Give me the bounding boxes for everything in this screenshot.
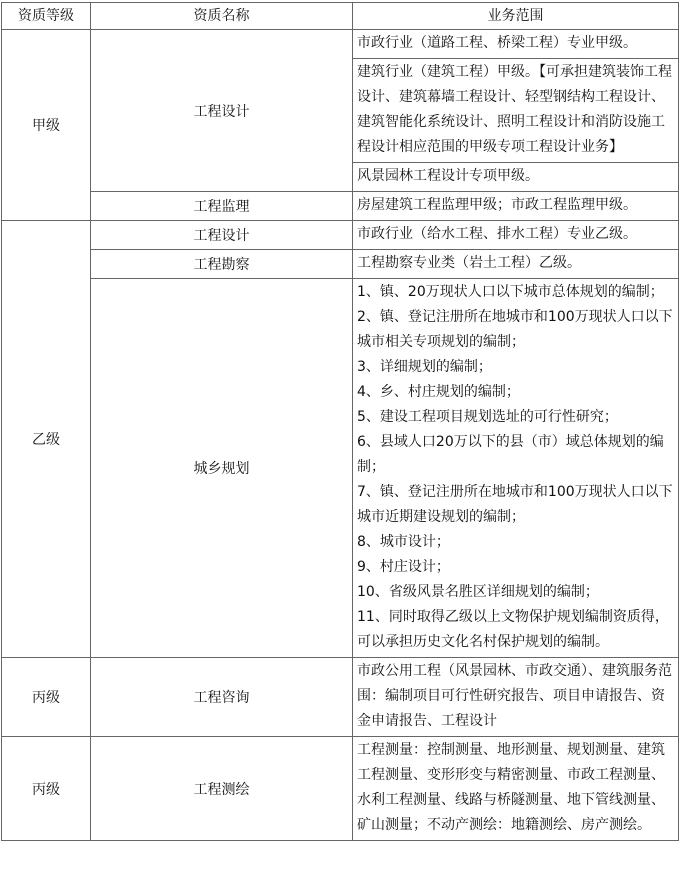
list-item: 11、同时取得乙级以上文物保护规划编制资质得，可以承担历史文化名村保护规划的编制。 <box>357 609 669 650</box>
list-item: 9、村庄设计； <box>357 559 450 575</box>
header-level: 资质等级 <box>2 3 91 30</box>
qualification-name-cell: 城乡规划 <box>91 279 353 658</box>
table-row <box>2 250 679 279</box>
level-cell: 丙级 <box>2 737 91 841</box>
scope-text: 工程测量：控制测量、地形测量、规划测量、建筑工程测量、变形形变与精密测量、市政工程测量、水利工程测量、线路与桥隧测量、地下管线测量、矿山测量；不动产测绘：地籍测绘、房产测绘。 <box>357 742 665 833</box>
scope-cell <box>353 658 679 737</box>
scope-cell <box>353 737 679 841</box>
scope-cell: 市政行业（给水工程、排水工程）专业乙级。 <box>353 221 679 250</box>
qualification-table <box>1 2 679 841</box>
list-item: 3、详细规划的编制； <box>357 359 492 375</box>
list-item: 5、建设工程项目规划选址的可行性研究； <box>357 409 618 425</box>
scope-cell: 市政行业（道路工程、桥梁工程）专业甲级。 <box>353 30 679 59</box>
scope-cell <box>353 59 679 163</box>
header-row <box>2 3 679 30</box>
table-row <box>2 192 679 221</box>
table-row <box>2 279 679 658</box>
qualification-name-cell: 工程设计 <box>91 30 353 192</box>
qualification-name-cell: 工程设计 <box>91 221 353 250</box>
table-row <box>2 737 679 841</box>
table-row <box>2 658 679 737</box>
scope-cell: 风景园林工程设计专项甲级。 <box>353 163 679 192</box>
level-cell: 丙级 <box>2 658 91 737</box>
scope-text: 市政公用工程（风景园林、市政交通）、建筑服务范围：编制项目可行性研究报告、项目申请报告、资金申请报告、工程设计 <box>357 663 672 729</box>
list-item: 2、镇、登记注册所在地城市和100万现状人口以下城市相关专项规划的编制； <box>357 309 673 350</box>
scope-cell <box>353 279 679 658</box>
scope-text: 建筑行业（建筑工程）甲级。【可承担建筑装饰工程设计、建筑幕墙工程设计、轻型钢结构工程设计、建筑智能化系统设计、照明工程设计和消防设施工程设计相应范围的甲级专项工程设计业务】 <box>357 64 672 155</box>
list-item: 7、镇、登记注册所在地城市和100万现状人口以下城市近期建设规划的编制； <box>357 484 673 525</box>
list-item: 8、城市设计； <box>357 534 450 550</box>
level-cell: 乙级 <box>2 221 91 658</box>
scope-cell: 房屋建筑工程监理甲级；市政工程监理甲级。 <box>353 192 679 221</box>
level-cell: 甲级 <box>2 30 91 221</box>
header-scope: 业务范围 <box>353 3 679 30</box>
list-item: 4、乡、村庄规划的编制； <box>357 384 520 400</box>
list-item: 1、镇、20万现状人口以下城市总体规划的编制； <box>357 284 664 300</box>
qualification-name-cell: 工程监理 <box>91 192 353 221</box>
list-item: 6、县域人口20万以下的县（市）域总体规划的编制； <box>357 434 664 475</box>
table-row <box>2 221 679 250</box>
table-row <box>2 30 679 59</box>
scope-cell: 工程勘察专业类（岩土工程）乙级。 <box>353 250 679 279</box>
qualification-name-cell: 工程咨询 <box>91 658 353 737</box>
header-name: 资质名称 <box>91 3 353 30</box>
qualification-name-cell: 工程测绘 <box>91 737 353 841</box>
list-item: 10、省级风景名胜区详细规划的编制； <box>357 584 599 600</box>
qualification-name-cell: 工程勘察 <box>91 250 353 279</box>
